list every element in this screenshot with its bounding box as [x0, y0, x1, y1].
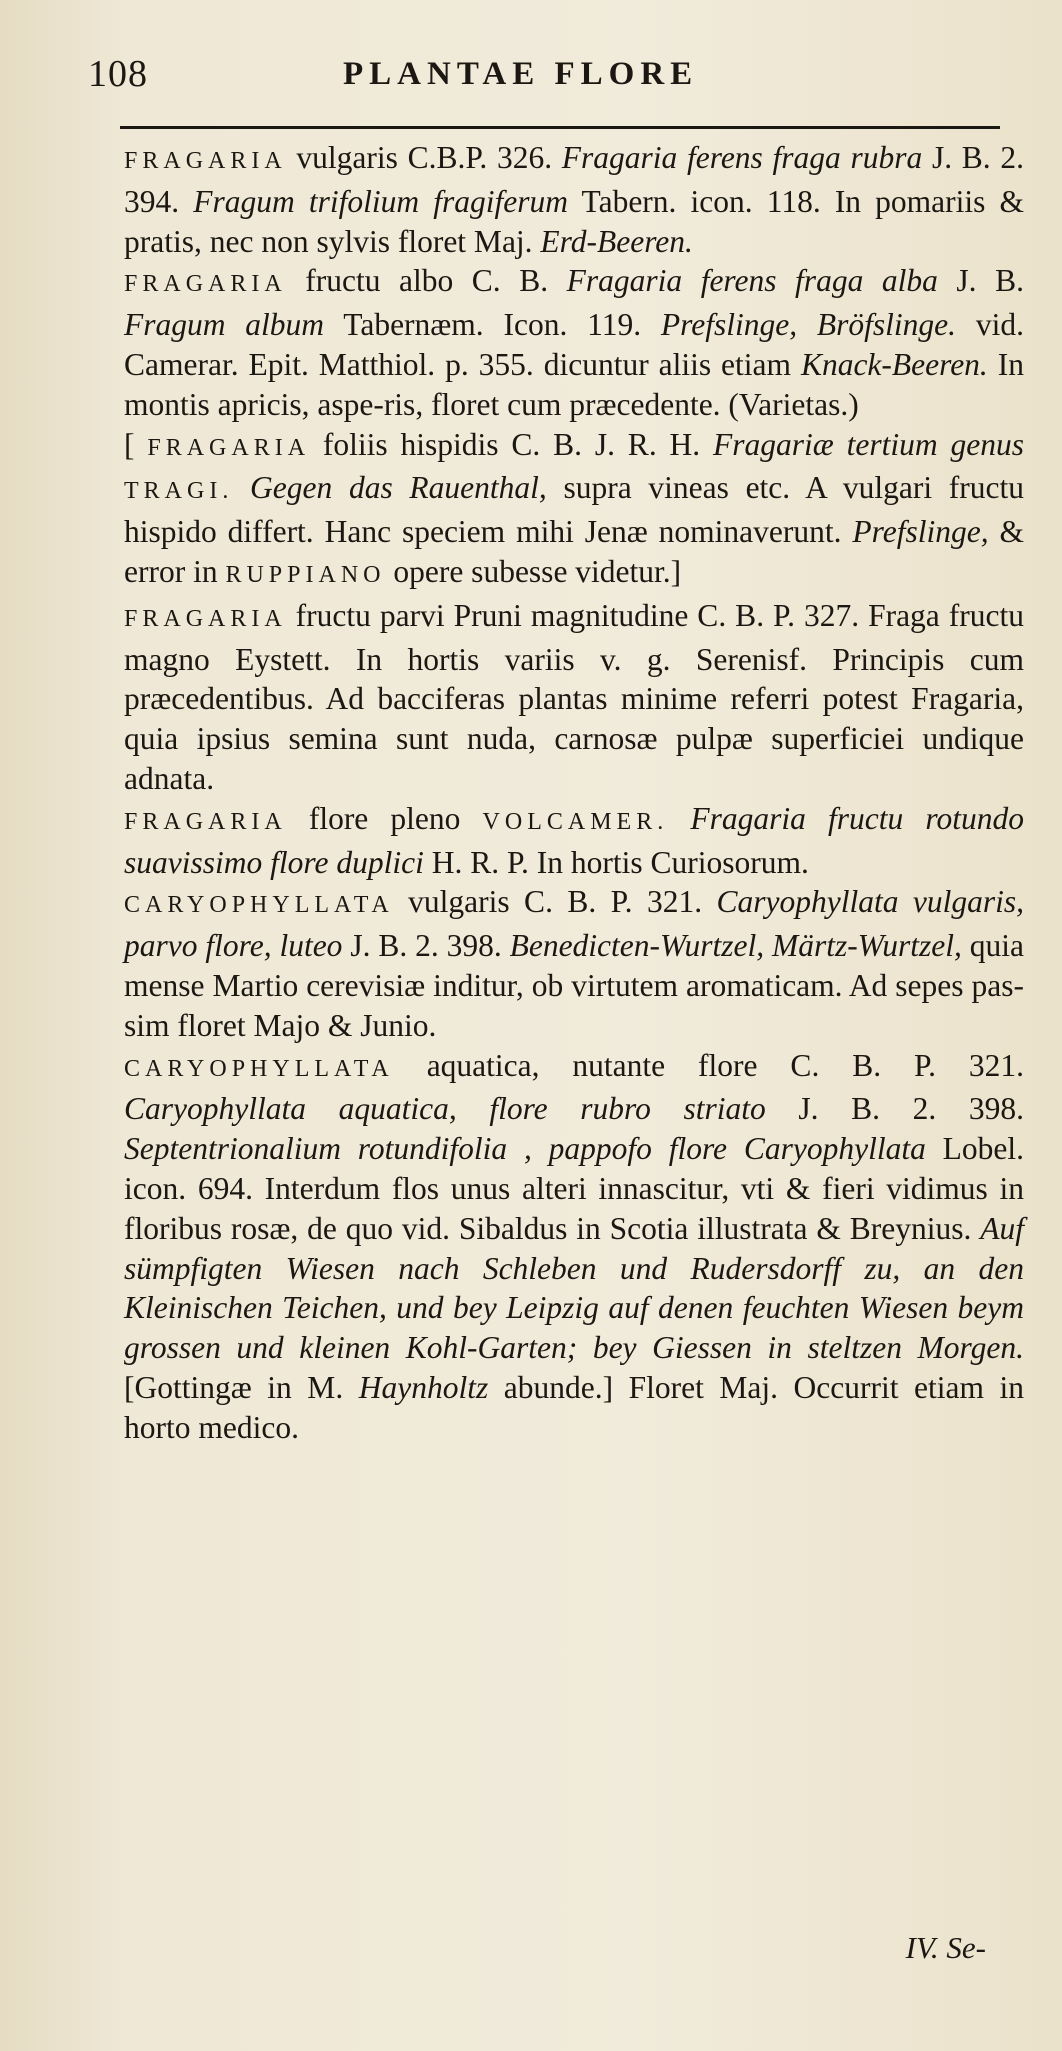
text-run: In montis apricis, aspe-ris, floret cum præcedente. (Varietas.) — [124, 346, 1024, 422]
page-header — [88, 52, 988, 112]
text-run: J. B. — [937, 263, 1024, 299]
text-run: Lobel. icon. 694. Interdum flos unus alteri innascitur, vti & fieri vidimus in floribus rosæ, de quo vid. Sibaldus in Scotia illustrata & Breynius. — [124, 1131, 1024, 1246]
small-caps-name: CARYOPHYLLATA — [124, 892, 394, 919]
text-run: J. B. 2. 398. — [342, 928, 510, 964]
small-caps-name: CARYOPHYLLATA — [124, 1055, 394, 1082]
text-run: supra vineas etc. A vulgari fructu hispido differt. Hanc speciem mihi Jenæ nominaverunt. — [124, 470, 1024, 550]
paragraph — [124, 799, 1024, 883]
italic-text: Fragaria ferens fraga alba — [566, 263, 938, 299]
italic-text: Fragaria fructu rotundo suavissimo flore duplici — [124, 800, 1024, 880]
italic-text: Erd-Beeren. — [540, 223, 693, 259]
text-run — [233, 470, 250, 505]
text-run: Tabern. icon. 118. In pomariis & pratis, nec non sylvis floret Maj. — [124, 183, 1025, 259]
italic-text: Caryophyllata vulgaris, parvo flore, luteo — [124, 884, 1025, 964]
paragraph — [124, 1046, 1024, 1448]
catchword: IV. Se- — [905, 1930, 986, 1965]
text-run: [Gottingæ in M. — [124, 1369, 359, 1405]
text-run: flore pleno — [286, 800, 483, 836]
small-caps-name: RUPPIANO — [225, 561, 386, 588]
text-run: fructu albo C. B. — [286, 263, 567, 299]
text-run: [ — [124, 426, 148, 462]
italic-text: Benedicten-Wurtzel, Märtz-Wurtzel, — [509, 928, 962, 964]
main-text — [124, 138, 1024, 1448]
text-run: opere subesse videtur.] — [385, 553, 682, 589]
text-run: abunde.] Floret Maj. Occurrit etiam in horto medico. — [124, 1369, 1025, 1445]
italic-text: Prefslinge, — [852, 514, 989, 550]
text-run: J. B. 2. 398. — [765, 1091, 1024, 1127]
text-run: vid. Camerar. Epit. Matthiol. p. 355. dicuntur aliis etiam — [124, 307, 1024, 382]
italic-text: Knack-Beeren. — [800, 346, 988, 382]
italic-text: Fragaria ferens fraga rubra — [561, 140, 923, 175]
italic-text: Fragum trifolium fragiferum — [193, 183, 568, 219]
text-run: quia mense Martio cerevisiæ inditur, ob virtutem aromaticam. Ad sepes pas-sim floret Majo & Junio. — [124, 928, 1024, 1043]
paragraph — [124, 261, 1024, 424]
small-caps-name: FRAGARIA — [147, 434, 311, 461]
paragraph — [124, 882, 1024, 1045]
small-caps-name: FRAGARIA — [124, 148, 287, 174]
paragraph — [124, 138, 1024, 261]
text-run: J. B. 2. 394. — [124, 140, 1024, 219]
text-run: vulgaris C.B.P. 326. — [286, 140, 562, 175]
paragraph — [124, 425, 1024, 596]
small-caps-name: FRAGARIA — [124, 605, 287, 632]
text-run: vulgaris C. B. P. 321. — [393, 884, 717, 920]
text-run: foliis hispidis C. B. J. R. H. — [310, 426, 714, 462]
text-run: aquatica, nutante flore C. B. P. 321. — [393, 1047, 1024, 1083]
italic-text: Caryophyllata aquatica, flore rubro striato — [124, 1091, 766, 1127]
italic-text: Prefslinge, Bröfslinge. — [660, 307, 957, 343]
text-run — [668, 801, 690, 836]
small-caps-name: VOLCAMER. — [482, 808, 669, 835]
italic-text: Septentrionalium rotundifolia , pappofo flore Caryophyllata — [124, 1131, 926, 1167]
italic-text: Auf sümpfigten Wiesen nach Schleben und Rudersdorff zu, an den Kleinischen Teichen, und bey Leipzig auf denen feuchten Wiesen beym grossen und kleinen Kohl-Garten; bey Giessen in steltzen Morgen. — [124, 1210, 1024, 1366]
running-head: PLANTAE FLORE — [343, 56, 699, 92]
text-run: fructu parvi Pruni magnitudine C. B. P. 327. Fraga fructu magno Eystett. In hortis variis v. g. Serenisf. Principis cum præcedentibus. Ad bacciferas plantas minime referri potest Fragaria, quia ipsius semina sunt nuda, carnosæ pulpæ superficiei undique adnata. — [124, 597, 1024, 796]
small-caps-name: FRAGARIA — [124, 271, 287, 298]
text-run: Tabernæm. Icon. 119. — [324, 307, 661, 343]
small-caps-name: FRAGARIA — [124, 808, 287, 835]
italic-text: Fragum album — [124, 307, 325, 343]
paragraph — [124, 596, 1024, 799]
header-rule — [120, 126, 1000, 129]
small-caps-name: TRAGI. — [124, 478, 234, 505]
page-number: 108 — [88, 53, 148, 95]
italic-text: Gegen das Rauenthal, — [250, 470, 547, 506]
italic-text: Haynholtz — [358, 1369, 489, 1405]
text-run: & error in — [124, 514, 1024, 589]
italic-text: Fragariæ tertium genus — [713, 426, 1024, 462]
text-run: H. R. P. In hortis Curiosorum. — [423, 844, 809, 880]
